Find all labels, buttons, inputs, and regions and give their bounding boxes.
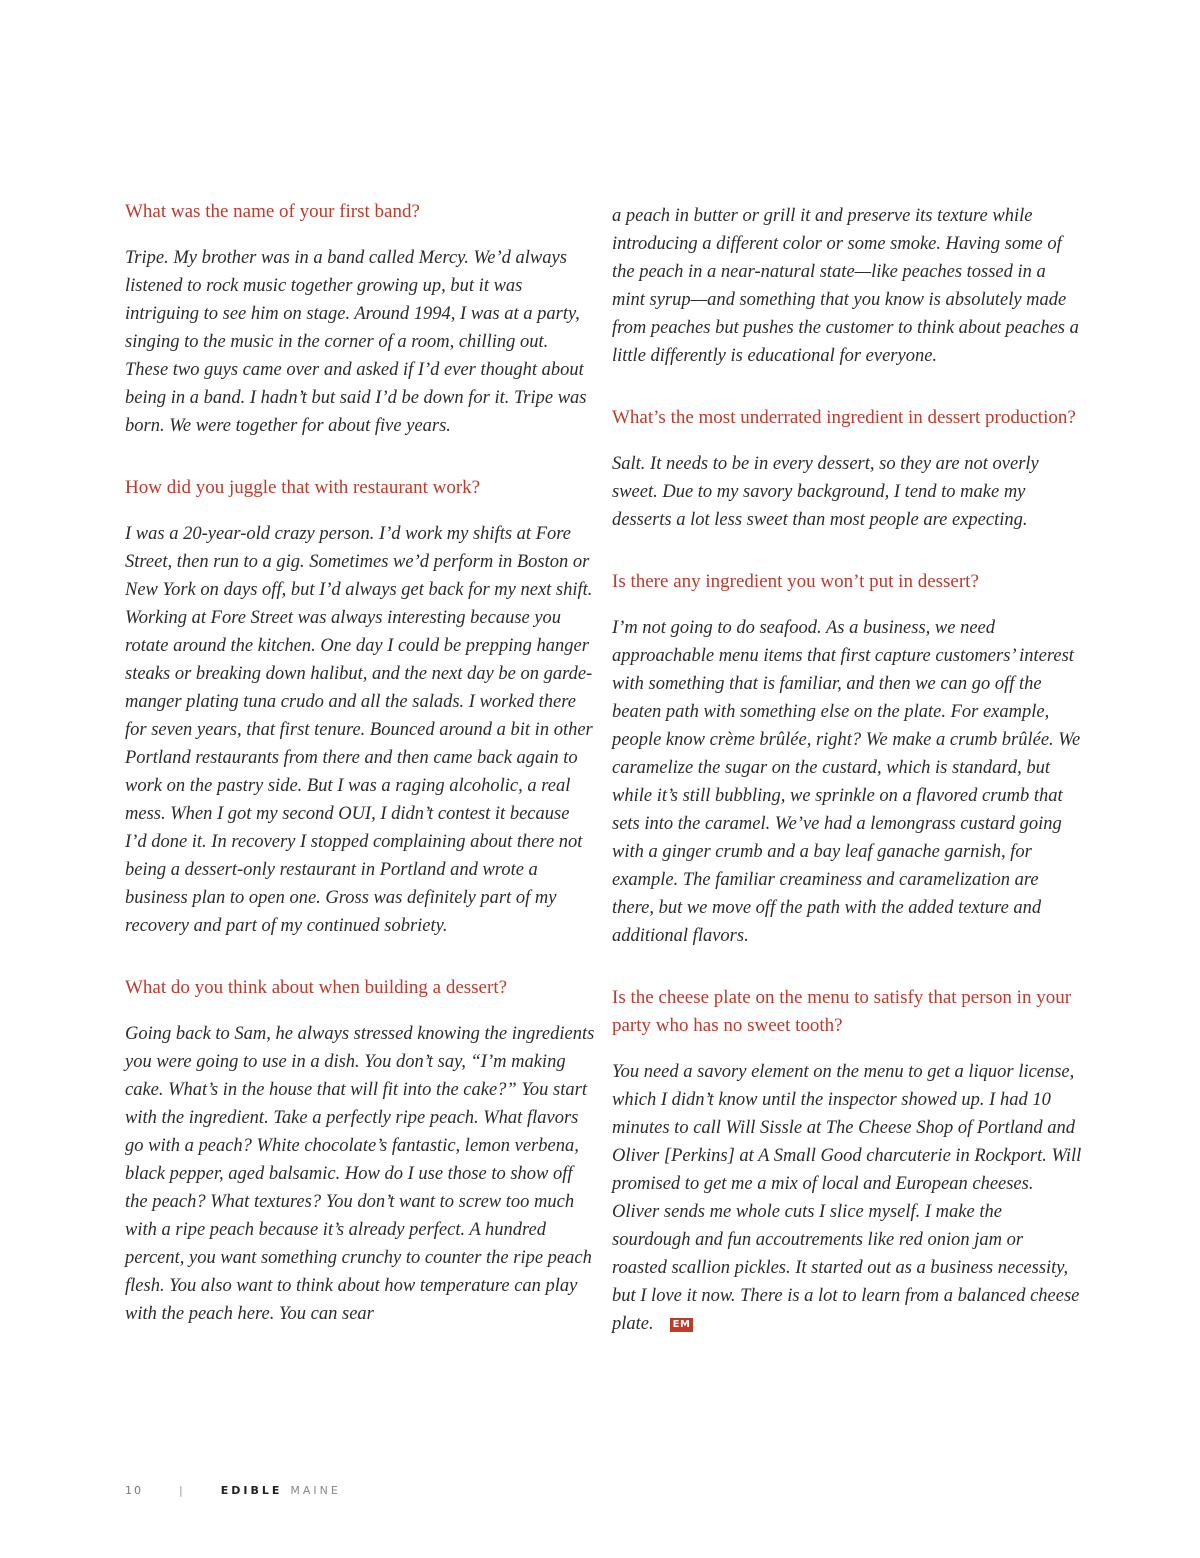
- magazine-name-light: MAINE: [290, 1484, 341, 1497]
- qa-block: [612, 984, 1082, 1338]
- interview-answer: [612, 1058, 1082, 1338]
- page-number: 10: [125, 1484, 143, 1497]
- interview-answer: I was a 20-year-old crazy person. I’d work my shifts at Fore Street, then run to a gig. Sometimes we’d perform in Boston or New York on days off, but I’d always get back for my next shift. Working at Fore Street was always interesting because you rotate around the kitchen. One day I could be prepping hanger steaks or breaking down halibut, and the next day be on garde-manger plating tuna crudo and all the salads. I worked there for seven years, that first tenure. Bounced around a bit in other Portland restaurants from there and then came back again to work on the pastry side. But I was a raging alcoholic, a real mess. When I got my second OUI, I didn’t contest it because I’d done it. In recovery I stopped complaining about there not being a dessert-only restaurant in Portland and wrote a business plan to open one. Gross was definitely part of my recovery and part of my continued sobriety.: [125, 524, 593, 936]
- page-footer: [125, 1484, 341, 1497]
- qa-block: [125, 974, 595, 1328]
- interview-question: Is there any ingredient you won’t put in dessert?: [612, 571, 979, 592]
- magazine-name-bold: EDIBLE: [220, 1484, 283, 1497]
- answer-text: You need a savory element on the menu to get a liquor license, which I didn’t know until the inspector showed up. I had 10 minutes to call Will Sissle at The Cheese Shop of Portland and Oliver [Perkins] at A Small Good charcuterie in Rockport. Will promised to get me a mix of local and European cheeses. Oliver sends me whole cuts I slice myself. I make the sourdough and fun accoutrements like red onion jam or roasted scallion pickles. It started out as a business necessity, but I love it now. There is a lot to learn from a balanced cheese plate.: [612, 1062, 1082, 1334]
- qa-block: [125, 474, 595, 940]
- qa-block: [125, 198, 595, 440]
- interview-answer: Going back to Sam, he always stressed knowing the ingredients you were going to use in a dish. You don’t say, “I’m making cake. What’s in the house that will fit into the cake?” You start with the ingredient. Take a perfectly ripe peach. What flavors go with a peach? White chocolate’s fantastic, lemon verbena, black pepper, aged balsamic. How do I use those to show off the peach? What textures? You don’t want to screw too much with a ripe peach because it’s already perfect. A hundred percent, you want something crunchy to counter the ripe peach flesh. You also want to think about how temperature can play with the peach here. You can sear: [125, 1024, 595, 1324]
- edible-maine-end-mark-icon: EM: [670, 1318, 694, 1332]
- interview-answer: Tripe. My brother was in a band called Mercy. We’d always listened to rock music together growing up, but it was intriguing to see him on stage. Around 1994, I was at a party, singing to the music in the corner of a room, chilling out. These two guys came over and asked if I’d ever thought about being in a band. I hadn’t but said I’d be down for it. Tripe was born. We were together for about five years.: [125, 248, 587, 436]
- answer-continuation: a peach in butter or grill it and preserve its texture while introducing a different color or some smoke. Having some of the peach in a near-natural state—like peaches tossed in a mint syrup—and something that you know is absolutely made from peaches but pushes the customer to think about peaches a little differently is educational for everyone.: [612, 206, 1079, 366]
- right-column: [612, 198, 1082, 1372]
- footer-separator: |: [179, 1484, 185, 1497]
- interview-question: Is the cheese plate on the menu to satisfy that person in your party who has no sweet tooth?: [612, 987, 1072, 1036]
- interview-question: What’s the most underrated ingredient in dessert production?: [612, 407, 1076, 428]
- interview-question: What do you think about when building a dessert?: [125, 977, 508, 998]
- qa-block: [612, 404, 1082, 534]
- interview-question: How did you juggle that with restaurant work?: [125, 477, 481, 498]
- interview-answer: Salt. It needs to be in every dessert, so they are not overly sweet. Due to my savory background, I tend to make my desserts a lot less sweet than most people are expecting.: [612, 454, 1039, 530]
- interview-question: What was the name of your first band?: [125, 201, 420, 222]
- interview-answer: I’m not going to do seafood. As a business, we need approachable menu items that first capture customers’ interest with something that is familiar, and then we can go off the beaten path with something else on the plate. For example, people know crème brûlée, right? We make a crumb brûlée. We caramelize the sugar on the custard, which is standard, but while it’s still bubbling, we sprinkle on a flavored crumb that sets into the caramel. We’ve had a lemongrass custard going with a ginger crumb and a bay leaf ganache garnish, for example. The familiar creaminess and caramelization are there, but we move off the path with the added texture and additional flavors.: [612, 618, 1081, 946]
- qa-block: [612, 568, 1082, 950]
- left-column: [125, 198, 595, 1362]
